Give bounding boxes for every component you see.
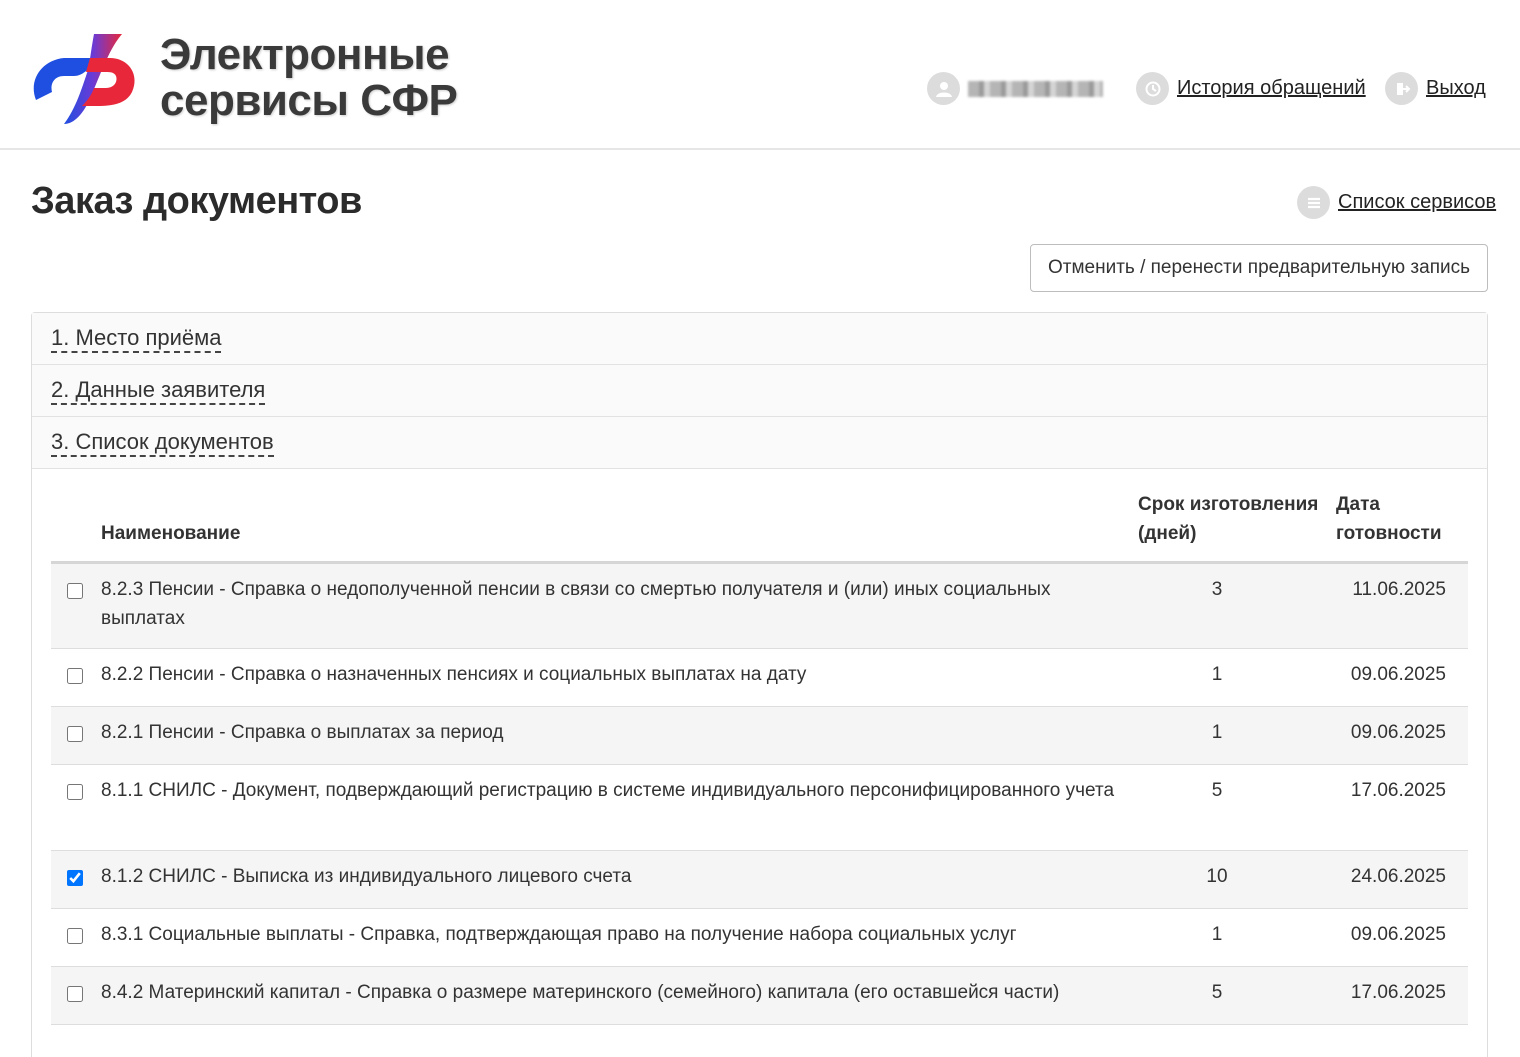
accordion-step-place[interactable]: [32, 313, 1487, 365]
table-header-row: [51, 490, 1468, 563]
document-name: 8.1.2 СНИЛС - Выписка из индивидуального лицевого счета: [101, 851, 1138, 909]
document-ready-date: 09.06.2025: [1336, 649, 1468, 707]
row-checkbox-cell: [51, 707, 101, 765]
user-profile[interactable]: [927, 72, 1103, 105]
document-checkbox[interactable]: [67, 784, 83, 800]
documents-table: [51, 490, 1468, 1025]
header-name: Наименование: [101, 490, 1138, 563]
document-ready-date: 17.06.2025: [1336, 765, 1468, 851]
row-checkbox-cell: [51, 967, 101, 1025]
document-ready-date: 17.06.2025: [1336, 967, 1468, 1025]
history-link-group[interactable]: [1136, 72, 1366, 105]
logo-text: Электронные сервисы СФР: [160, 30, 458, 125]
document-ready-date: 09.06.2025: [1336, 909, 1468, 967]
document-checkbox[interactable]: [67, 583, 83, 599]
page-title: Заказ документов: [31, 180, 362, 222]
table-row[interactable]: [51, 967, 1468, 1025]
document-name: 8.2.1 Пенсии - Справка о выплатах за период: [101, 707, 1138, 765]
logout-link[interactable]: Выход: [1426, 77, 1486, 99]
table-row[interactable]: [51, 649, 1468, 707]
row-checkbox-cell: [51, 765, 101, 851]
table-row[interactable]: [51, 765, 1468, 851]
document-checkbox[interactable]: [67, 870, 83, 886]
accordion-step-label[interactable]: 2. Данные заявителя: [51, 377, 265, 405]
cancel-reschedule-button[interactable]: Отменить / перенести предварительную запись: [1030, 244, 1488, 292]
table-row[interactable]: [51, 909, 1468, 967]
table-row[interactable]: [51, 851, 1468, 909]
document-ready-date: 09.06.2025: [1336, 707, 1468, 765]
document-term: 5: [1138, 967, 1336, 1025]
accordion-step-documents[interactable]: [32, 417, 1487, 469]
sfr-logo-icon[interactable]: [30, 30, 138, 128]
document-checkbox[interactable]: [67, 928, 83, 944]
order-accordion: [31, 312, 1488, 1057]
services-link-group[interactable]: [1297, 186, 1496, 219]
documents-panel: [32, 470, 1487, 1057]
document-name: 8.1.1 СНИЛС - Документ, подверждающий регистрацию в системе индивидуального персонифицированного учета: [101, 765, 1138, 851]
document-term: 5: [1138, 765, 1336, 851]
user-name-redacted: [968, 81, 1103, 97]
header-checkbox-cell: [51, 490, 101, 563]
accordion-step-label[interactable]: 1. Место приёма: [51, 325, 221, 353]
document-term: 1: [1138, 649, 1336, 707]
logout-link-group[interactable]: [1385, 72, 1486, 105]
header-date: Дата готовности: [1336, 490, 1468, 563]
table-row[interactable]: [51, 563, 1468, 649]
site-header: [0, 0, 1520, 150]
row-checkbox-cell: [51, 649, 101, 707]
document-ready-date: 24.06.2025: [1336, 851, 1468, 909]
accordion-step-label[interactable]: 3. Список документов: [51, 429, 274, 457]
document-ready-date: 11.06.2025: [1336, 563, 1468, 649]
services-list-link[interactable]: Список сервисов: [1338, 191, 1497, 213]
row-checkbox-cell: [51, 909, 101, 967]
document-name: 8.3.1 Социальные выплаты - Справка, подтверждающая право на получение набора социальных услуг: [101, 909, 1138, 967]
document-checkbox[interactable]: [67, 986, 83, 1002]
history-link[interactable]: История обращений: [1177, 77, 1366, 99]
row-checkbox-cell: [51, 563, 101, 649]
accordion-step-applicant[interactable]: [32, 365, 1487, 417]
history-icon: [1136, 72, 1169, 105]
documents-table-body: [51, 563, 1468, 1025]
document-name: 8.2.2 Пенсии - Справка о назначенных пенсиях и социальных выплатах на дату: [101, 649, 1138, 707]
document-term: 1: [1138, 707, 1336, 765]
row-checkbox-cell: [51, 851, 101, 909]
document-term: 3: [1138, 563, 1336, 649]
document-name: 8.2.3 Пенсии - Справка о недополученной пенсии в связи со смертью получателя и (или) иных социальных выплатах: [101, 563, 1138, 649]
document-name: 8.4.2 Материнский капитал - Справка о размере материнского (семейного) капитала (его оставшейся части): [101, 967, 1138, 1025]
table-row[interactable]: [51, 707, 1468, 765]
logout-icon: [1385, 72, 1418, 105]
document-term: 1: [1138, 909, 1336, 967]
user-icon: [927, 72, 960, 105]
header-term: Срок изготовления (дней): [1138, 490, 1336, 563]
list-icon: [1297, 186, 1330, 219]
document-term: 10: [1138, 851, 1336, 909]
document-checkbox[interactable]: [67, 726, 83, 742]
document-checkbox[interactable]: [67, 668, 83, 684]
